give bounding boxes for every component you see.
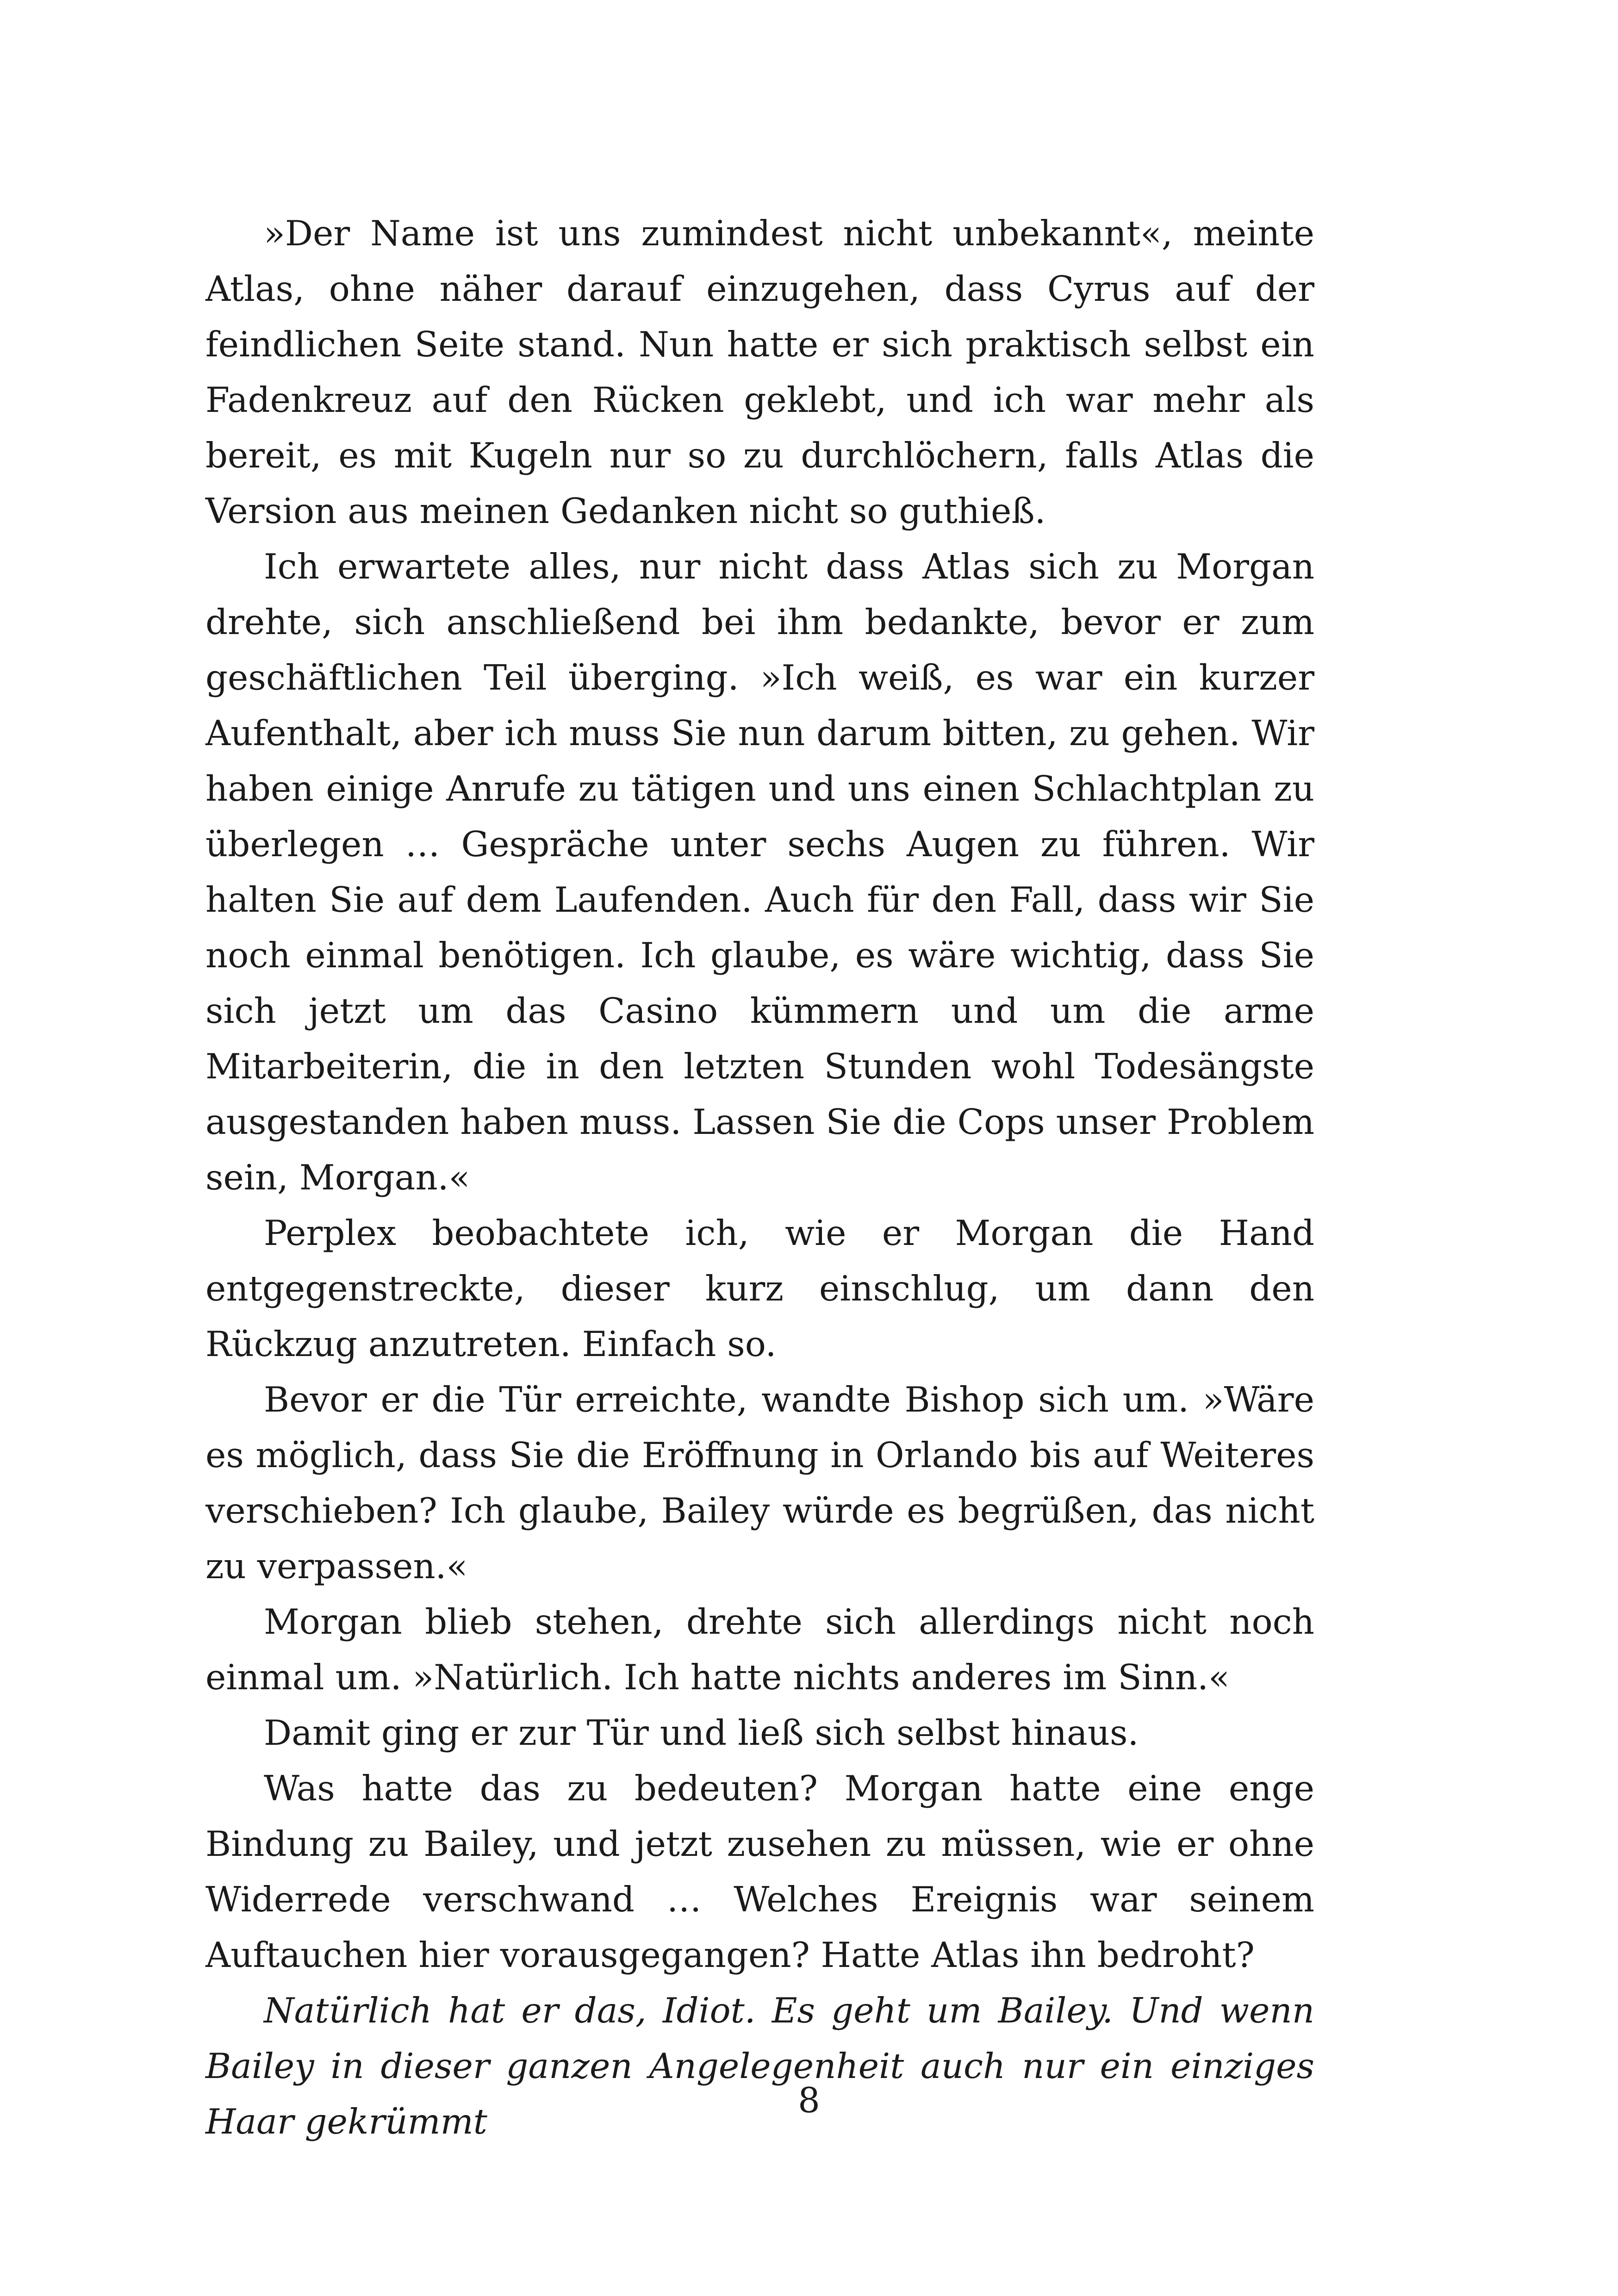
paragraph-5: Morgan blieb stehen, drehte sich allerdings nicht noch einmal um. »Natürlich. Ich hatte nichts anderes im Sinn.«	[205, 1601, 1314, 1698]
paragraph-2: Ich erwartete alles, nur nicht dass Atlas sich zu Morgan drehte, sich anschließend bei ihm bedankte, bevor er zum geschäftlichen Teil überging. »Ich weiß, es war ein kurzer Aufenthalt, aber ich muss Sie nun darum bitten, zu gehen. Wir haben einige Anrufe zu tätigen und uns einen Schlachtplan zu überlegen … Gespräche unter sechs Augen zu führen. Wir halten Sie auf dem Laufenden. Auch für den Fall, dass wir Sie noch einmal benötigen. Ich glaube, es wäre wichtig, dass Sie sich jetzt um das Casino kümmern und um die arme Mitarbeiterin, die in den letzten Stunden wohl Todesängste ausgestanden haben muss. Lassen Sie die Cops unser Problem sein, Morgan.«	[205, 546, 1314, 1198]
paragraph-6: Damit ging er zur Tür und ließ sich selbst hinaus.	[264, 1712, 1139, 1753]
paragraph-3: Perplex beobachtete ich, wie er Morgan die Hand entgegenstreckte, dieser kurz einschlug, um dann den Rückzug anzutreten. Einfach so.	[205, 1213, 1314, 1364]
paragraph-4: Bevor er die Tür erreichte, wandte Bishop sich um. »Wäre es möglich, dass Sie die Eröffnung in Orlando bis auf Weiteres verschieben? Ich glaube, Bailey würde es begrüßen, das nicht zu verpassen.«	[205, 1379, 1314, 1587]
paragraph-8-inner-thought: Natürlich hat er das, Idiot. Es geht um Bailey. Und wenn Bailey in dieser ganzen Angelegenheit auch nur ein einziges Haar gekrümmt	[205, 1990, 1314, 2142]
body-text	[205, 205, 1314, 2149]
paragraph-7: Was hatte das zu bedeuten? Morgan hatte eine enge Bindung zu Bailey, und jetzt zusehen zu müssen, wie er ohne Widerrede verschwand … Welches Ereignis war seinem Auftauchen hier vorausgegangen? Hatte Atlas ihn bedroht?	[205, 1768, 1314, 1975]
page-number: 8	[798, 2080, 820, 2121]
paragraph-1: »Der Name ist uns zumindest nicht unbekannt«, meinte Atlas, ohne näher darauf einzugehen, dass Cyrus auf der feindlichen Seite stand. Nun hatte er sich praktisch selbst ein Fadenkreuz auf den Rücken geklebt, und ich war mehr als bereit, es mit Kugeln nur so zu durchlöchern, falls Atlas die Version aus meinen Gedanken nicht so guthieß.	[205, 213, 1314, 531]
